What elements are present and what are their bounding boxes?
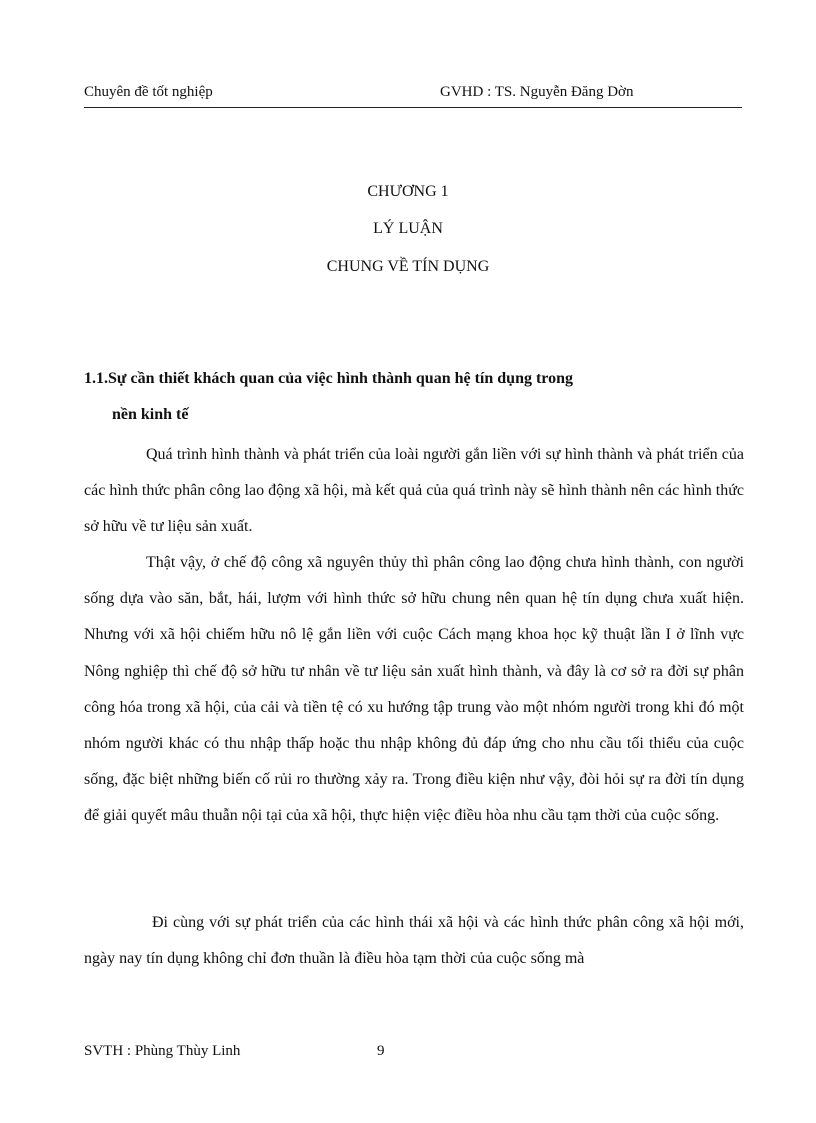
chapter-title-line2: CHUNG VỀ TÍN DỤNG <box>326 258 490 275</box>
page-number: 9 <box>377 1043 385 1059</box>
section-heading-line1: 1.1.Sự cần thiết khách quan của việc hình thành quan hệ tín dụng trong <box>84 370 574 387</box>
header-advisor: GVHD : TS. Nguyễn Đăng Dờn <box>440 84 634 100</box>
paragraph-2: Thật vậy, ở chế độ công xã nguyên thủy thì phân công lao động chưa hình thành, con người sống dựa vào săn, bắt, hái, lượm với hình thức sở hữu chung nên quan hệ tín dụng chưa xuất hiện. Nhưng với xã hội chiếm hữu nô lệ gắn liền với cuộc Cách mạng khoa học kỹ thuật lần I ở lĩnh vực Nông nghiệp thì chế độ sở hữu tư nhân về tư liệu sản xuất hình thành, và đây là cơ sở ra đời sự phân công hóa trong xã hội, của cải và tiền tệ có xu hướng tập trung vào một nhóm người trong khi đó một nhóm người khác có thu nhập thấp hoặc thu nhập không đủ đáp ứng cho nhu cầu tối thiểu của cuộc sống, đặc biệt những biến cố rủi ro thường xảy ra. Trong điều kiện như vậy, đòi hỏi sự ra đời tín dụng để giải quyết mâu thuẫn nội tại của xã hội, thực hiện việc điều hòa nhu cầu tạm thời của cuộc sống. <box>84 554 744 825</box>
footer-student: SVTH : Phùng Thùy Linh <box>84 1043 241 1059</box>
page-header <box>84 84 742 108</box>
paragraph-1: Quá trình hình thành và phát triển của loài người gắn liền với sự hình thành và phát triển của các hình thức phân công lao động xã hội, mà kết quả của quá trình này sẽ hình thành nên các hình thức sở hữu về tư liệu sản xuất. <box>84 446 744 536</box>
chapter-title-line1: LÝ LUẬN <box>373 220 443 237</box>
section-heading-line2: nền kinh tế <box>112 406 189 423</box>
header-divider <box>84 107 742 108</box>
paragraph-3: Đi cùng với sự phát triển của các hình thái xã hội và các hình thức phân công xã hội mới, ngày nay tín dụng không chỉ đơn thuần là điều hòa tạm thời của cuộc sống mà <box>84 914 744 968</box>
chapter-number: CHƯƠNG 1 <box>367 183 449 200</box>
header-thesis-title: Chuyên đề tốt nghiệp <box>84 84 213 100</box>
